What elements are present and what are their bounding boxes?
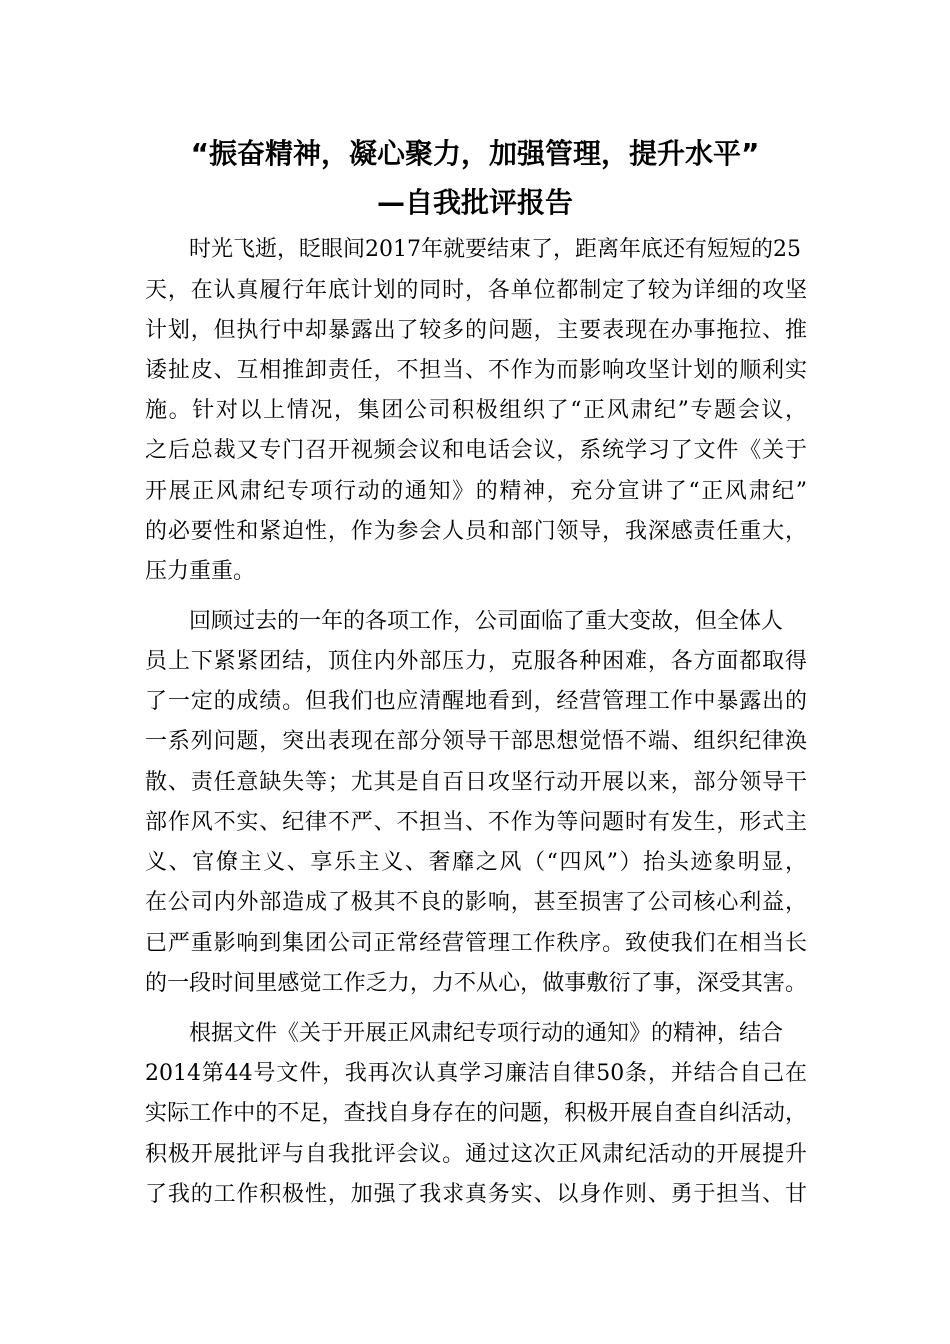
text-line: 诿扯皮、互相推卸责任，不担当、不作为而影响攻坚计划的顺利实: [145, 358, 807, 383]
text-line: 压力重重。: [145, 559, 256, 584]
document-subtitle: —自我批评报告: [376, 186, 573, 219]
text-line: 积极开展批评与自我批评会议。通过这次正风肃纪活动的开展提升: [145, 1142, 807, 1167]
text-line: 时光飞逝，眨眼间2017年就要结束了，距离年底还有短短的25: [189, 237, 801, 262]
text-line: 散、责任意缺失等；尤其是自百日攻坚行动开展以来，部分领导干: [145, 770, 807, 795]
text-line: 回顾过去的一年的各项工作，公司面临了重大变故，但全体人: [189, 609, 784, 634]
text-line: 开展正风肃纪专项行动的通知》的精神，充分宣讲了“正风肃纪”: [145, 479, 807, 504]
text-line: 2014第44号文件，我再次认真学习廉洁自律50条，并结合自己在: [145, 1061, 807, 1086]
text-line: 一系列问题，突出表现在部分领导干部思想觉悟不端、组织纪律涣: [145, 729, 807, 754]
text-line: 了我的工作积极性，加强了我求真务实、以身作则、勇于担当、甘: [145, 1182, 807, 1207]
text-line: 部作风不实、纪律不严、不担当、不作为等问题时有发生，形式主: [145, 810, 807, 835]
text-line: 施。针对以上情况，集团公司积极组织了“正风肃纪”专题会议，: [145, 398, 807, 423]
text-line: 实际工作中的不足，查找自身存在的问题，积极开展自查自纠活动，: [145, 1101, 807, 1126]
text-line: 的一段时间里感觉工作乏力，力不从心，做事敷衍了事，深受其害。: [145, 971, 807, 996]
text-line: 之后总裁又专门召开视频会议和电话会议，系统学习了文件《关于: [145, 438, 807, 463]
text-line: 根据文件《关于开展正风肃纪专项行动的通知》的精神，结合: [189, 1021, 784, 1046]
text-line: 义、官僚主义、享乐主义、奢靡之风（“四风”）抬头迹象明显，: [145, 850, 807, 875]
text-line: 在公司内外部造成了极其不良的影响，甚至损害了公司核心利益，: [145, 890, 807, 915]
text-line: 了一定的成绩。但我们也应清醒地看到，经营管理工作中暴露出的: [145, 689, 807, 714]
text-line: 计划，但执行中却暴露出了较多的问题，主要表现在办事拖拉、推: [145, 318, 807, 343]
text-line: 员上下紧紧团结，顶住内外部压力，克服各种困难，各方面都取得: [145, 649, 807, 674]
document-title: “振奋精神，凝心聚力，加强管理，提升水平”: [190, 137, 760, 170]
text-line: 天，在认真履行年底计划的同时，各单位都制定了较为详细的攻坚: [145, 278, 807, 303]
text-line: 的必要性和紧迫性，作为参会人员和部门领导，我深感责任重大，: [145, 519, 807, 544]
text-line: 已严重影响到集团公司正常经营管理工作秩序。致使我们在相当长: [145, 931, 807, 956]
